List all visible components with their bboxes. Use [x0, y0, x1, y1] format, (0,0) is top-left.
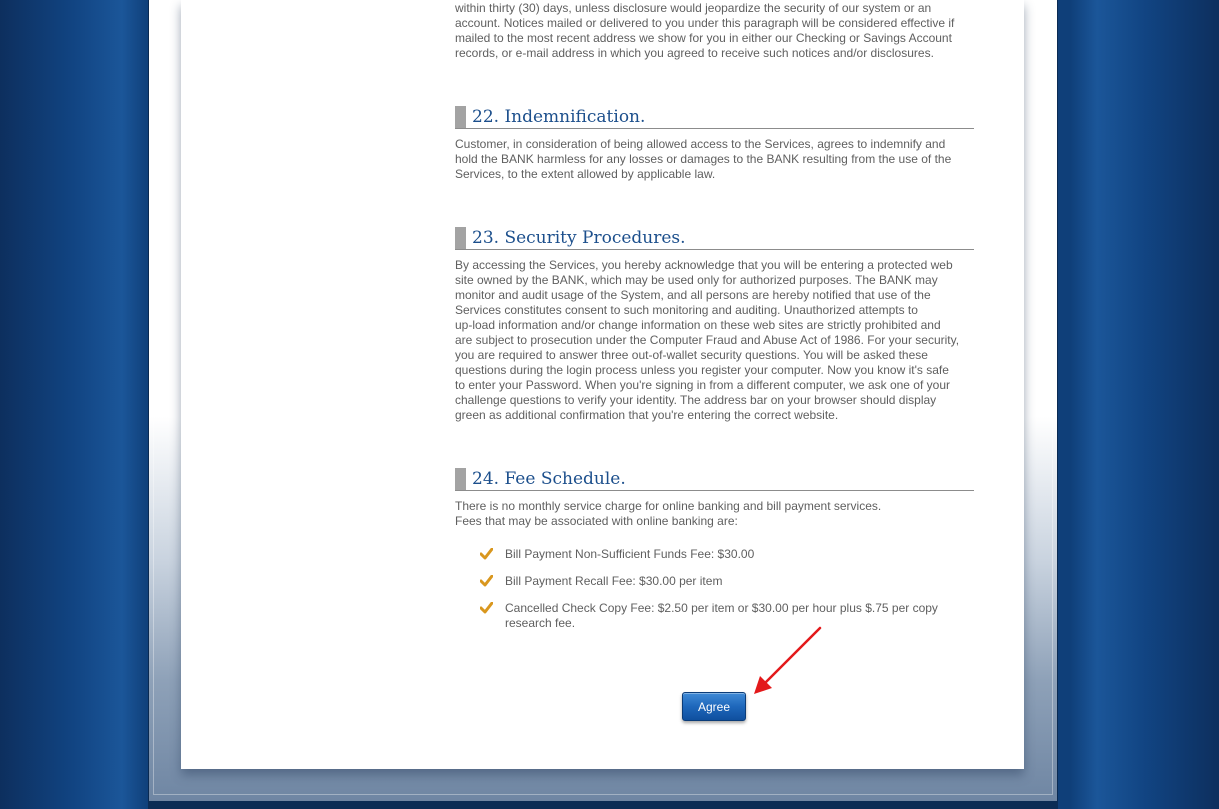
section-body-indemnification	[455, 137, 974, 182]
fee-text: Bill Payment Recall Fee: $30.00 per item	[505, 574, 723, 588]
fee-text: Bill Payment Non-Sufficient Funds Fee: $30.00	[505, 547, 755, 561]
check-icon	[480, 548, 493, 560]
section-title: 22. Indemnification.	[472, 107, 646, 127]
section-marker	[455, 468, 466, 490]
list-item	[480, 547, 960, 562]
notice-text: within thirty (30) days, unless disclosure would jeopardize the security of our system or an account. Notices mailed or delivered to you under this paragraph will be considered effective if mailed to the most recent address we show for you in either our Checking or Savings Account records, or e-mail address in which you agreed to receive such notices and/or disclosures.	[455, 1, 955, 60]
agree-button[interactable]: Agree	[682, 692, 746, 721]
section-text: There is no monthly service charge for online banking and bill payment services. Fees that may be associated with online banking are:	[455, 499, 882, 528]
page-bottom-bar	[148, 801, 1058, 809]
check-icon	[480, 602, 493, 614]
section-body-security-procedures	[455, 258, 974, 423]
section-marker	[455, 106, 466, 128]
terms-notice-paragraph	[455, 1, 974, 61]
section-body-fee-schedule	[455, 499, 974, 529]
list-item	[480, 574, 960, 589]
section-heading-fee-schedule	[455, 468, 974, 491]
section-heading-security-procedures	[455, 227, 974, 250]
fee-text: Cancelled Check Copy Fee: $2.50 per item or $30.00 per hour plus $.75 per copy research fee.	[505, 601, 938, 630]
section-heading-indemnification	[455, 106, 974, 129]
section-title: 24. Fee Schedule.	[472, 469, 626, 489]
section-text: Customer, in consideration of being allowed access to the Services, agrees to indemnify and hold the BANK harmless for any losses or damages to the BANK resulting from the use of the Services, to the extent allowed by applicable law.	[455, 137, 952, 181]
red-arrow-icon	[750, 624, 825, 698]
section-marker	[455, 227, 466, 249]
section-text: By accessing the Services, you hereby acknowledge that you will be entering a protected web site owned by the BANK, which may be used only for authorized purposes. The BANK may monitor and audit usage of the System, and all persons are hereby notified that use of the Services constitutes consent to such monitoring and auditing. Unauthorized attempts to up-load information and/or change information on these web sites are strictly prohibited and are subject to prosecution under the Computer Fraud and Abuse Act of 1986. For your security, you are required to answer three out-of-wallet security questions. You will be asked these questions during the login process unless you register your computer. Now you know it's safe to enter your Password. When you're signing in from a different computer, we ask one of your challenge questions to verify your identity. The address bar on your browser should display green as additional confirmation that you're entering the correct website.	[455, 258, 960, 422]
list-item	[480, 601, 960, 631]
section-title: 23. Security Procedures.	[472, 228, 686, 248]
fee-list	[480, 547, 960, 643]
check-icon	[480, 575, 493, 587]
